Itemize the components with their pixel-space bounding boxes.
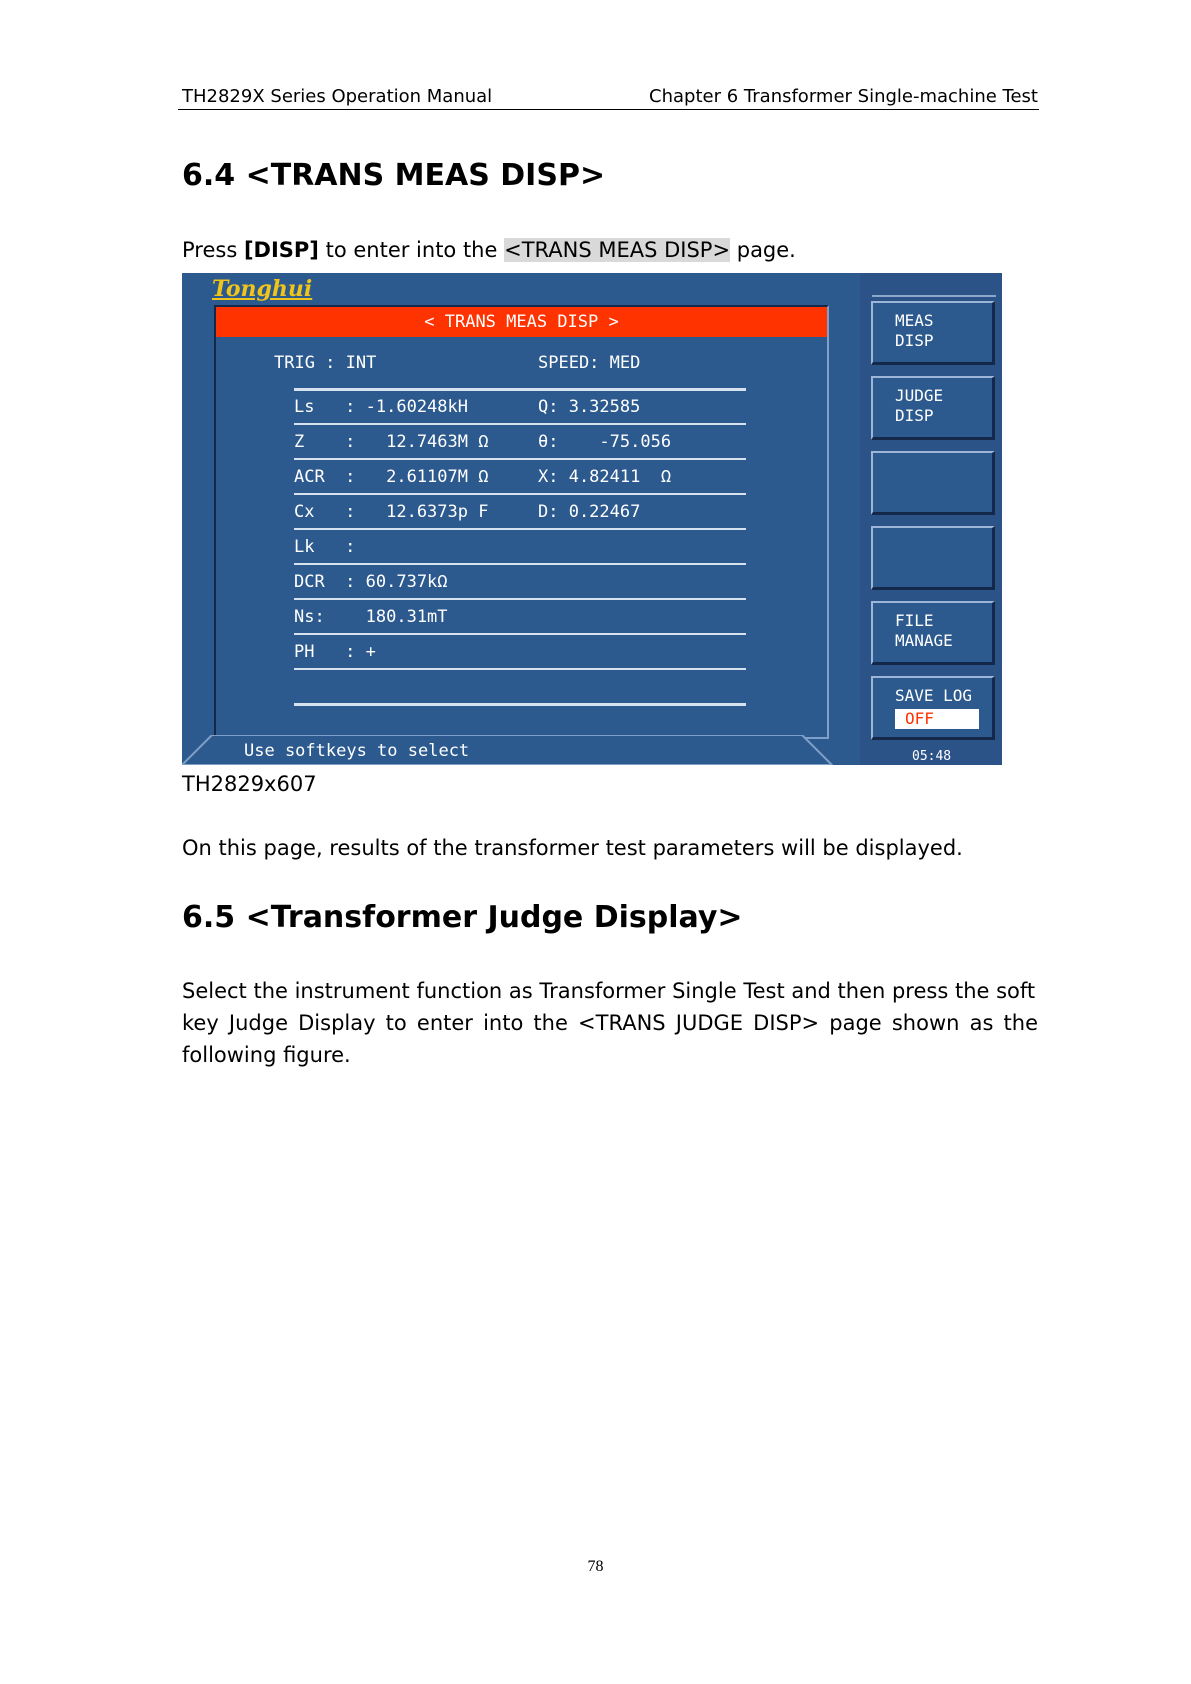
header-right: Chapter 6 Transformer Single-machine Test [649,86,1038,107]
judge-paragraph-line-3: following figure. [182,1043,351,1067]
row-left-dcr: DCR : 60.737kΩ [294,572,448,592]
row-left-z: Z : 12.7463M Ω [294,432,489,452]
row-right-d: D: 0.22467 [538,502,641,522]
softkey-blank-1[interactable] [871,451,995,515]
speed-setting[interactable]: SPEED: MED [538,353,641,373]
softkey-save-log[interactable] [871,676,995,740]
tonghui-logo: Tonghui [212,276,313,302]
section-heading-6-5: 6.5 <Transformer Judge Display> [182,900,743,935]
row-divider [294,493,746,495]
save-log-value: OFF [895,709,979,729]
intro-text-1: Press [182,238,244,262]
intro-text-3: page. [730,238,796,262]
row-right-q: Q: 3.32585 [538,397,641,417]
softkey-judge-disp[interactable] [871,376,995,440]
softkey-blank-2[interactable] [871,526,995,590]
page-number: 78 [587,1558,604,1575]
row-divider [294,528,746,530]
description-paragraph: On this page, results of the transformer test parameters will be displayed. [182,836,963,860]
page-name-highlight: <TRANS MEAS DISP> [504,238,731,262]
row-divider [294,633,746,635]
row-divider [294,668,746,670]
row-left-ph: PH : + [294,642,376,662]
row-left-acr: ACR : 2.61107M Ω [294,467,489,487]
header-rule [178,109,1039,110]
sidebar-divider [872,295,996,297]
clock-display: 05:48 [912,749,952,764]
softkey-file-manage[interactable] [871,601,995,665]
judge-paragraph-line-2: key Judge Display to enter into the <TRANS JUDGE DISP> page shown as the [182,1011,1038,1035]
row-divider [294,703,746,706]
row-right-x: X: 4.82411 Ω [538,467,672,487]
row-left-lk: Lk : [294,537,356,557]
trig-setting[interactable]: TRIG : INT [274,353,377,373]
section-heading-6-4: 6.4 <TRANS MEAS DISP> [182,158,606,193]
softkey-label: FILE MANAGE [895,611,953,650]
row-left-cx: Cx : 12.6373p F [294,502,489,522]
status-line: Use softkeys to select [244,741,470,761]
instrument-screen [182,273,1002,765]
judge-paragraph-line-1: Select the instrument function as Transformer Single Test and then press the soft [182,979,1036,1003]
softkey-label: MEAS DISP [895,311,934,350]
row-divider [294,563,746,565]
row-left-ns: Ns: 180.31mT [294,607,448,627]
row-divider [294,458,746,460]
row-divider [294,598,746,600]
softkey-meas-disp[interactable] [871,301,995,365]
softkey-label: SAVE LOG [895,686,973,705]
screen-title-bar: < TRANS MEAS DISP > [216,307,827,337]
figure-caption: TH2829x607 [182,772,317,796]
row-divider [294,423,746,425]
intro-paragraph [182,234,796,266]
softkey-label: JUDGE DISP [895,386,944,425]
disp-key: [DISP] [243,238,319,262]
row-right-theta: θ: -75.056 [538,432,672,452]
intro-text-2: to enter into the [318,238,505,262]
row-left-ls: Ls : -1.60248kH [294,397,468,417]
row-divider [294,388,746,391]
header-left: TH2829X Series Operation Manual [182,86,493,107]
